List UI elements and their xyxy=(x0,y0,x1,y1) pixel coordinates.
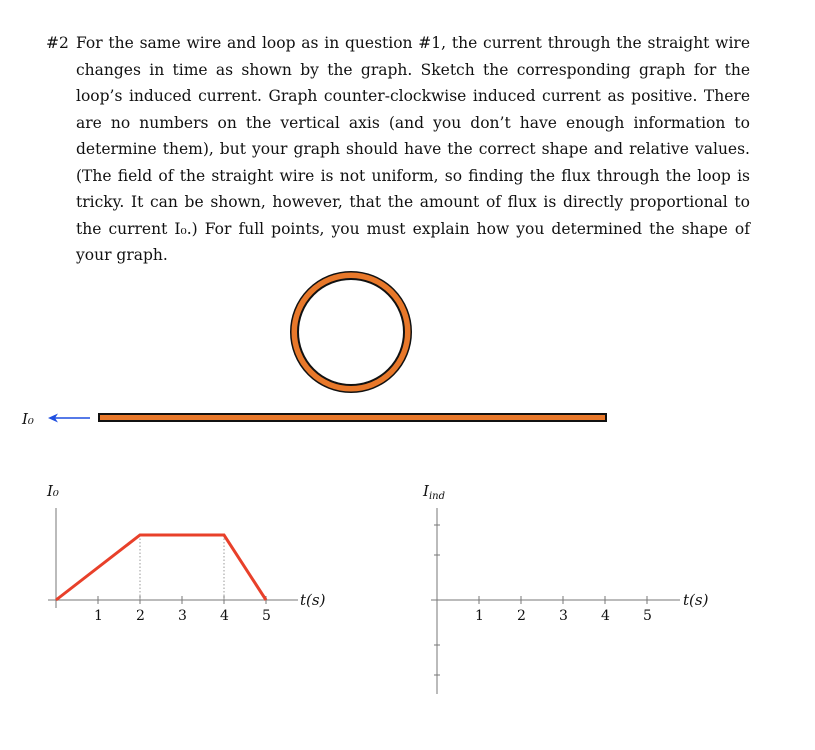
graph1-tick-label: 5 xyxy=(262,608,271,624)
current-loop xyxy=(291,272,411,392)
graph2-tick-label: 4 xyxy=(601,608,610,624)
graph1-tick-label: 3 xyxy=(178,608,187,624)
graph2-tick-label: 2 xyxy=(517,608,526,624)
graph1-tick-label: 4 xyxy=(220,608,229,624)
graph2-tick-label: 3 xyxy=(559,608,568,624)
problem-text: For the same wire and loop as in question #1, the current through the straight wire changes in time as shown by the graph. Sketch the corresponding graph for the loop’s induced current. Graph counter-clockwise induced current as positive. There are no numbers on the vertical axis (and you don’t have enough information to determine them), but your graph should have the correct shape and relative values. (The field of the straight wire is not uniform, so finding the flux through the loop is tricky. It can be shown, however, that the amount of flux is directly proportional to the current I₀.) For full points, you must explain how you determined the shape of your graph. xyxy=(76,34,750,264)
graph2-tick-label: 5 xyxy=(643,608,652,624)
wire-current-label: I₀ xyxy=(22,410,34,428)
wire-current-graph xyxy=(46,482,326,624)
current-direction-arrow xyxy=(48,414,90,423)
induced-current-graph xyxy=(422,482,709,694)
graph2-tick-label: 1 xyxy=(475,608,484,624)
wire-current-series xyxy=(56,535,266,600)
graph1-ylabel: I₀ xyxy=(47,482,59,500)
graph1-xlabel: t(s) xyxy=(300,591,326,609)
graph1-tick-label: 2 xyxy=(136,608,145,624)
problem-number: #2 xyxy=(46,34,69,52)
graph2-ylabel: $I_{ind}$ xyxy=(423,482,445,502)
straight-wire xyxy=(99,414,606,421)
graph1-tick-label: 1 xyxy=(94,608,103,624)
graph2-xlabel: t(s) xyxy=(683,591,709,609)
